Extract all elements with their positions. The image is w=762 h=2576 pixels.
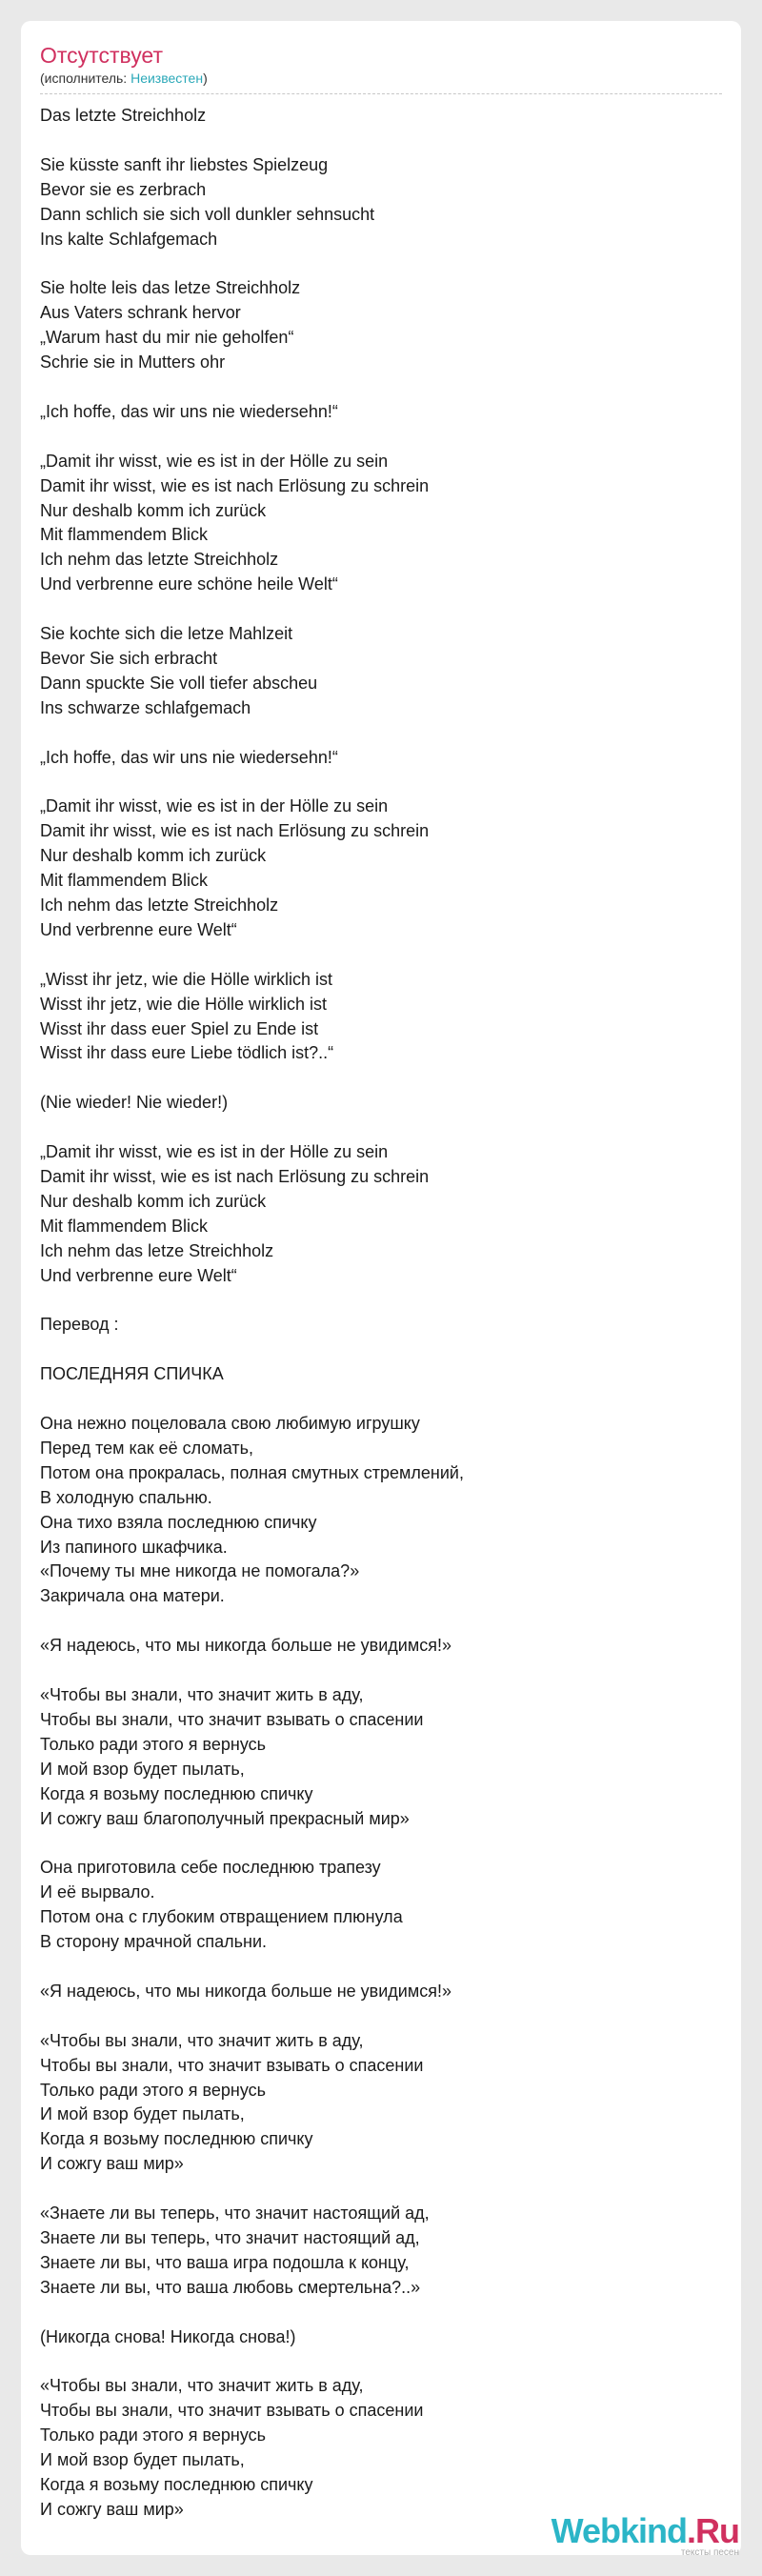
artist-line bbox=[40, 69, 722, 94]
lyrics-text: Das letzte Streichholz Sie küsste sanft ihr liebstes Spielzeug Bevor sie es zerbrach Dann schlich sie sich voll dunkler sehnsucht Ins kalte Schlafgemach Sie holte leis das letze Streichholz Aus Vaters schrank hervor „Warum hast du mir nie geholfen“ Schrie sie in Mutters ohr „Ich hoffe, das wir uns nie wiedersehn!“ „Damit ihr wisst, wie es ist in der Hölle zu sein Damit ihr wisst, wie es ist nach Erlösung zu schrein Nur deshalb komm ich zurück Mit flammendem Blick Ich nehm das letzte Streichholz Und verbrenne eure schöne heile Welt“ Sie kochte sich die letze Mahlzeit Bevor Sie sich erbracht Dann spuckte Sie voll tiefer abscheu Ins schwarze schlafgemach „Ich hoffe, das wir uns nie wiedersehn!“ „Damit ihr wisst, wie es ist in der Hölle zu sein Damit ihr wisst, wie es ist nach Erlösung zu schrein Nur deshalb komm ich zurück Mit flammendem Blick Ich nehm das letzte Streichholz Und verbrenne eure Welt“ „Wisst ihr jetz, wie die Hölle wirklich ist Wisst ihr jetz, wie die Hölle wirklich ist Wisst ihr dass euer Spiel zu Ende ist Wisst ihr dass eure Liebe tödlich ist?..“ (Nie wieder! Nie wieder!) „Damit ihr wisst, wie es ist in der Hölle zu sein Damit ihr wisst, wie es ist nach Erlösung zu schrein Nur deshalb komm ich zurück Mit flammendem Blick Ich nehm das letze Streichholz Und verbrenne eure Welt“ Перевод : ПОСЛЕДНЯЯ СПИЧКА Она нежно поцеловала свою любимую игрушку Перед тем как её сломать, Потом она прокралась, полная смутных стремлений, В холодную спальню. Она тихо взяла последнюю спичку Из папиного шкафчика. «Почему ты мне никогда не помогала?» Закричала она матери. «Я надеюсь, что мы никогда больше не увидимся!» «Чтобы вы знали, что значит жить в аду, Чтобы вы знали, что значит взывать о спасении Только ради этого я вернусь И мой взор будет пылать, Когда я возьму последнюю спичку И сожгу ваш благополучный прекрасный мир» Она приготовила себе последнюю трапезу И её вырвало. Потом она с глубоким отвращением плюнула В сторону мрачной спальни. «Я надеюсь, что мы никогда больше не увидимся!» «Чтобы вы знали, что значит жить в аду, Чтобы вы знали, что значит взывать о спасении Только ради этого я вернусь И мой взор будет пылать, Когда я возьму последнюю спичку И сожгу ваш мир» «Знаете ли вы теперь, что значит настоящий ад, Знаете ли вы теперь, что значит настоящий ад, Знаете ли вы, что ваша игра подошла к концу, Знаете ли вы, что ваша любовь смертельна?..» (Никогда снова! Никогда снова!) «Чтобы вы знали, что значит жить в аду, Чтобы вы знали, что значит взывать о спасении Только ради этого я вернусь И мой взор будет пылать, Когда я возьму последнюю спичку И сожгу ваш мир» bbox=[40, 106, 464, 2519]
logo-tld: .Ru bbox=[687, 2511, 739, 2550]
song-title: Отсутствует bbox=[40, 43, 163, 68]
artist-suffix: ) bbox=[203, 70, 208, 86]
artist-link[interactable]: Неизвестен bbox=[130, 70, 204, 86]
logo-tagline: тексты песен bbox=[680, 2547, 739, 2558]
lyrics-card bbox=[21, 21, 741, 2555]
webkind-logo[interactable] bbox=[551, 2513, 739, 2559]
logo-brand bbox=[551, 2513, 739, 2549]
artist-prefix: (исполнитель: bbox=[40, 70, 131, 86]
logo-brand-name: Webkind bbox=[551, 2511, 687, 2550]
